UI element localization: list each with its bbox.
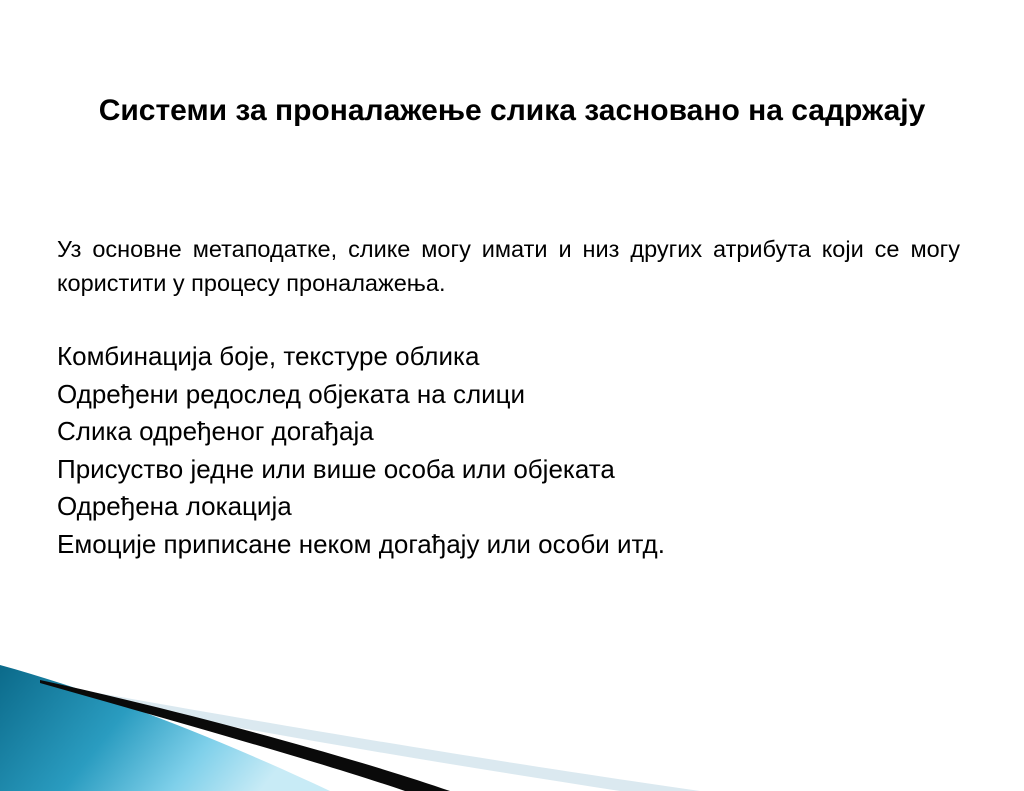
- list-item: Присуство једне или више особа или објеката: [57, 453, 615, 484]
- list-item: Комбинација боје, текстуре облика: [57, 341, 480, 371]
- corner-wave-decoration: [0, 650, 700, 791]
- list-item: Одређени редослед објеката на слици: [57, 378, 526, 409]
- attribute-list: [57, 338, 960, 564]
- list-item: Слика одређеног догађаја: [57, 416, 374, 447]
- intro-paragraph: Уз основне метаподатке, слике могу имати и низ других атрибута који се могу користити у процесу проналажења.: [57, 236, 960, 296]
- list-item: Одређена локација: [57, 491, 292, 522]
- slide-title: Системи за проналажење слика засновано на садржају: [98, 94, 926, 127]
- list-item: Емоције приписане неком догађају или особи итд.: [57, 528, 665, 559]
